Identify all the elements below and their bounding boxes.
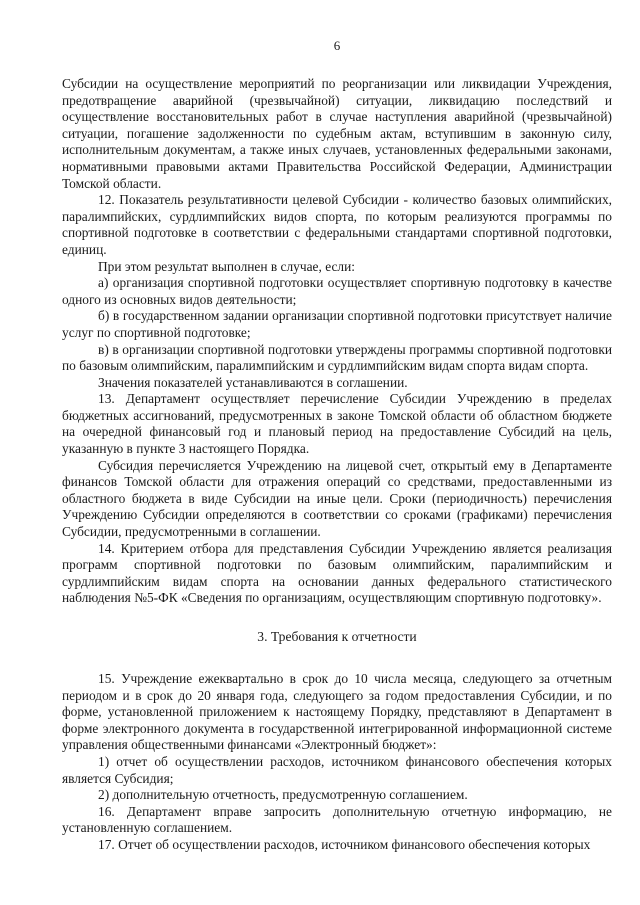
paragraph: 14. Критерием отбора для представления Субсидии Учреждению является реализация программ спортивной подготовки по базовым олимпийским, паралимпийским и сурдлимпийским видам спорта на основании данных федерального статистического наблюдения №5-ФК «Сведения по организациям, осуществляющим спортивную подготовку». bbox=[62, 540, 612, 606]
paragraph: 13. Департамент осуществляет перечисление Субсидии Учреждению в пределах бюджетных ассигнований, предусмотренных в законе Томской области об областном бюджете на очередной финансовый год и плановый период на предоставление Субсидий на цель, указанную в пункте 3 настоящего Порядка. bbox=[62, 391, 612, 457]
list-item: а) организация спортивной подготовки осуществляет спортивную подготовку в качестве одного из основных видов деятельности; bbox=[62, 275, 612, 307]
paragraph: Субсидия перечисляется Учреждению на лицевой счет, открытый ему в Департаменте финансов Томской области для отражения операций со средствами, предоставленными из областного бюджета в виде Субсидии на иные цели. Сроки (периодичность) перечисления Учреждению Субсидии определяются в соответствии со сроками (графиками) перечисления Субсидии, предусмотренными в соглашении. bbox=[62, 457, 612, 540]
paragraph: 16. Департамент вправе запросить дополнительную отчетную информацию, не установленную соглашением. bbox=[62, 803, 612, 836]
list-item: 2) дополнительную отчетность, предусмотренную соглашением. bbox=[98, 787, 468, 803]
paragraph: 17. Отчет об осуществлении расходов, источником финансового обеспечения которых bbox=[98, 836, 591, 852]
page-number: 6 bbox=[333, 38, 341, 53]
list-item: 1) отчет об осуществлении расходов, источником финансового обеспечения которых является Субсидия; bbox=[62, 753, 612, 786]
paragraph: Субсидии на осуществление мероприятий по реорганизации или ликвидации Учреждения, предотвращение аварийной (чрезвычайной) ситуации, ликвидацию последствий и осуществление восстановительных работ в случае наступления аварийной (чрезвычайной) ситуации, погашение задолженности по судебным актам, вступившим в законную силу, исполнительным документам, а также иных случаев, установленных федеральными законами, нормативными правовыми актами Правительства Российской Федерации, Администрации Томской области. bbox=[62, 76, 612, 191]
paragraph: 15. Учреждение ежеквартально в срок до 10 числа месяца, следующего за отчетным периодом и в срок до 20 января года, следующего за годом предоставления Субсидии, и по форме, установленной приложением к настоящему Порядку, представляют в Департамент в форме электронного документа в государственной интегрированной информационной системе управления общественными финансами «Электронный бюджет»: bbox=[62, 671, 612, 753]
paragraph: При этом результат выполнен в случае, если: bbox=[98, 258, 355, 274]
paragraph: Значения показателей устанавливаются в соглашении. bbox=[98, 374, 408, 390]
list-item: б) в государственном задании организации спортивной подготовки присутствует наличие услуг по спортивной подготовке; bbox=[62, 308, 612, 340]
paragraph: 12. Показатель результативности целевой Субсидии - количество базовых олимпийских, паралимпийских, сурдлимпийских видов спорта, по которым реализуются программы по спортивной подготовке в соответствии с федеральными стандартами спортивной подготовки, единиц. bbox=[62, 192, 612, 257]
section-heading: 3. Требования к отчетности bbox=[257, 629, 417, 644]
list-item: в) в организации спортивной подготовки утверждены программы спортивной подготовки по базовым олимпийским, паралимпийским и сурдлимпийским видам спорта видам спорта. bbox=[62, 341, 612, 374]
